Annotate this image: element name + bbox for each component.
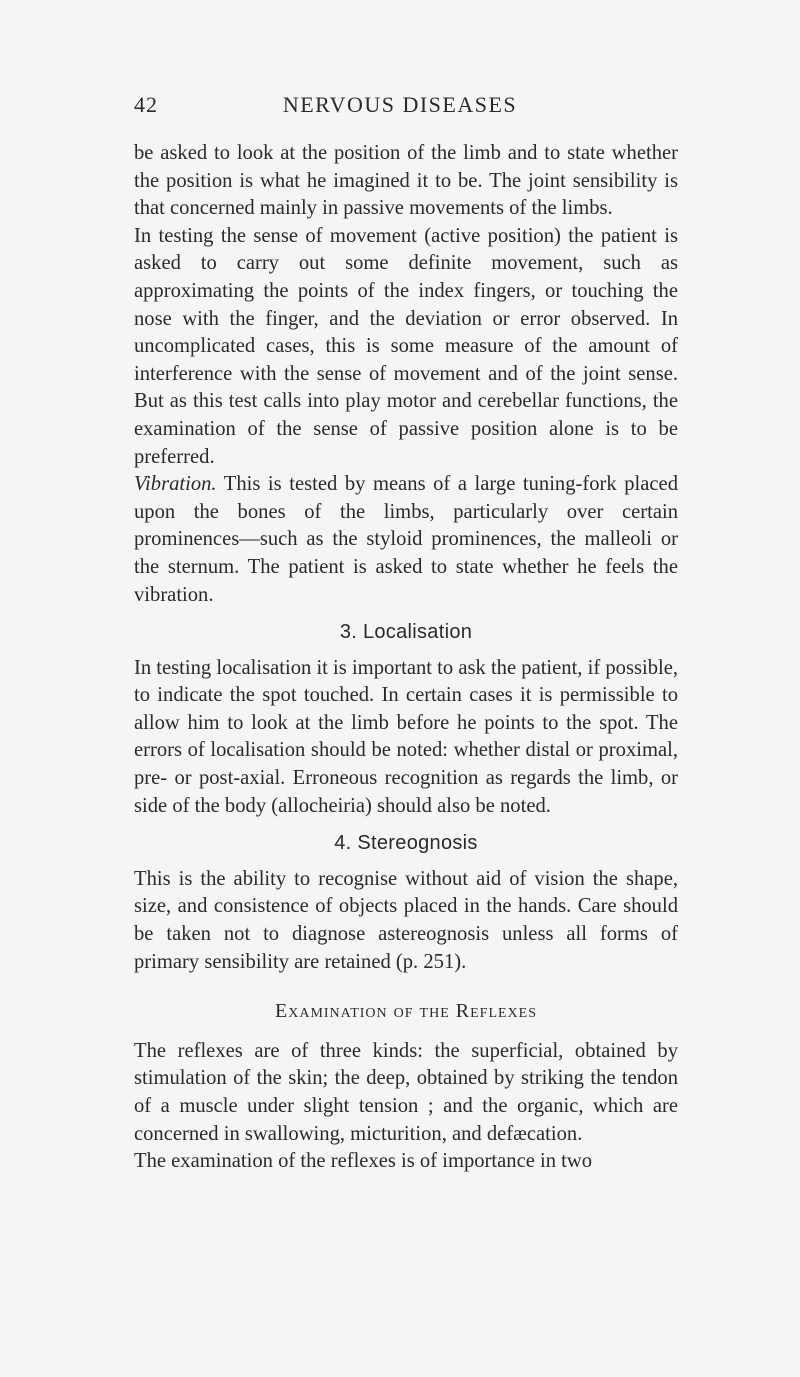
paragraph-lead: Vibration. xyxy=(134,473,217,496)
paragraph: The reflexes are of three kinds: the superficial, obtained by stimulation of the skin; the deep, obtained by striking the tendon of a muscle under slight tension ; and the organic, which are concerned in swallowing, micturition, and defæcation. xyxy=(134,1039,678,1145)
page-number: 42 xyxy=(134,92,158,117)
paragraph: The examination of the reflexes is of importance in two xyxy=(134,1150,593,1173)
running-head xyxy=(0,92,800,122)
body-text xyxy=(134,140,678,1176)
section-heading: 3. Localisation xyxy=(339,621,473,644)
running-title: NERVOUS DISEASES xyxy=(282,92,518,117)
paragraph: be asked to look at the position of the limb and to state whether the position is what he imagined it to be. The joint sensibility is that concerned mainly in passive movements of the limbs. xyxy=(134,142,678,220)
paragraph: In testing the sense of movement (active position) the patient is asked to carry out some definite movement, such as approximating the points of the index fingers, or touching the nose with the finger, and the deviation or error observed. In uncomplicated cases, this is some measure of the amount of interference with the sense of movement and of the joint sense. But as this test calls into play motor and cerebellar functions, the examination of the sense of passive position alone is to be preferred. xyxy=(134,224,678,468)
chapter-heading: Examination of the Reflexes xyxy=(275,1000,537,1023)
paragraph xyxy=(134,471,678,609)
paragraph: This is the ability to recognise without aid of vision the shape, size, and consistence of objects placed in the hands. Care should be taken not to diagnose astereognosis unless all forms of primary sensibility are retained (p. 251). xyxy=(134,867,678,973)
paragraph: In testing localisation it is important to ask the patient, if possible, to indicate the spot touched. In certain cases it is permissible to allow him to look at the limb before he points to the spot. The errors of localisation should be noted: whether distal or proximal, pre- or post-axial. Erroneous recognition as regards the limb, or side of the body (allocheiria) should also be noted. xyxy=(134,656,678,817)
paragraph-text: This is tested by means of a large tuning-fork placed upon the bones of the limbs, particularly over certain prominences—such as the styloid prominences, the malleoli or the sternum. The patient is asked to state whether he feels the vibration. xyxy=(134,473,678,606)
section-heading: 4. Stereognosis xyxy=(334,832,478,855)
